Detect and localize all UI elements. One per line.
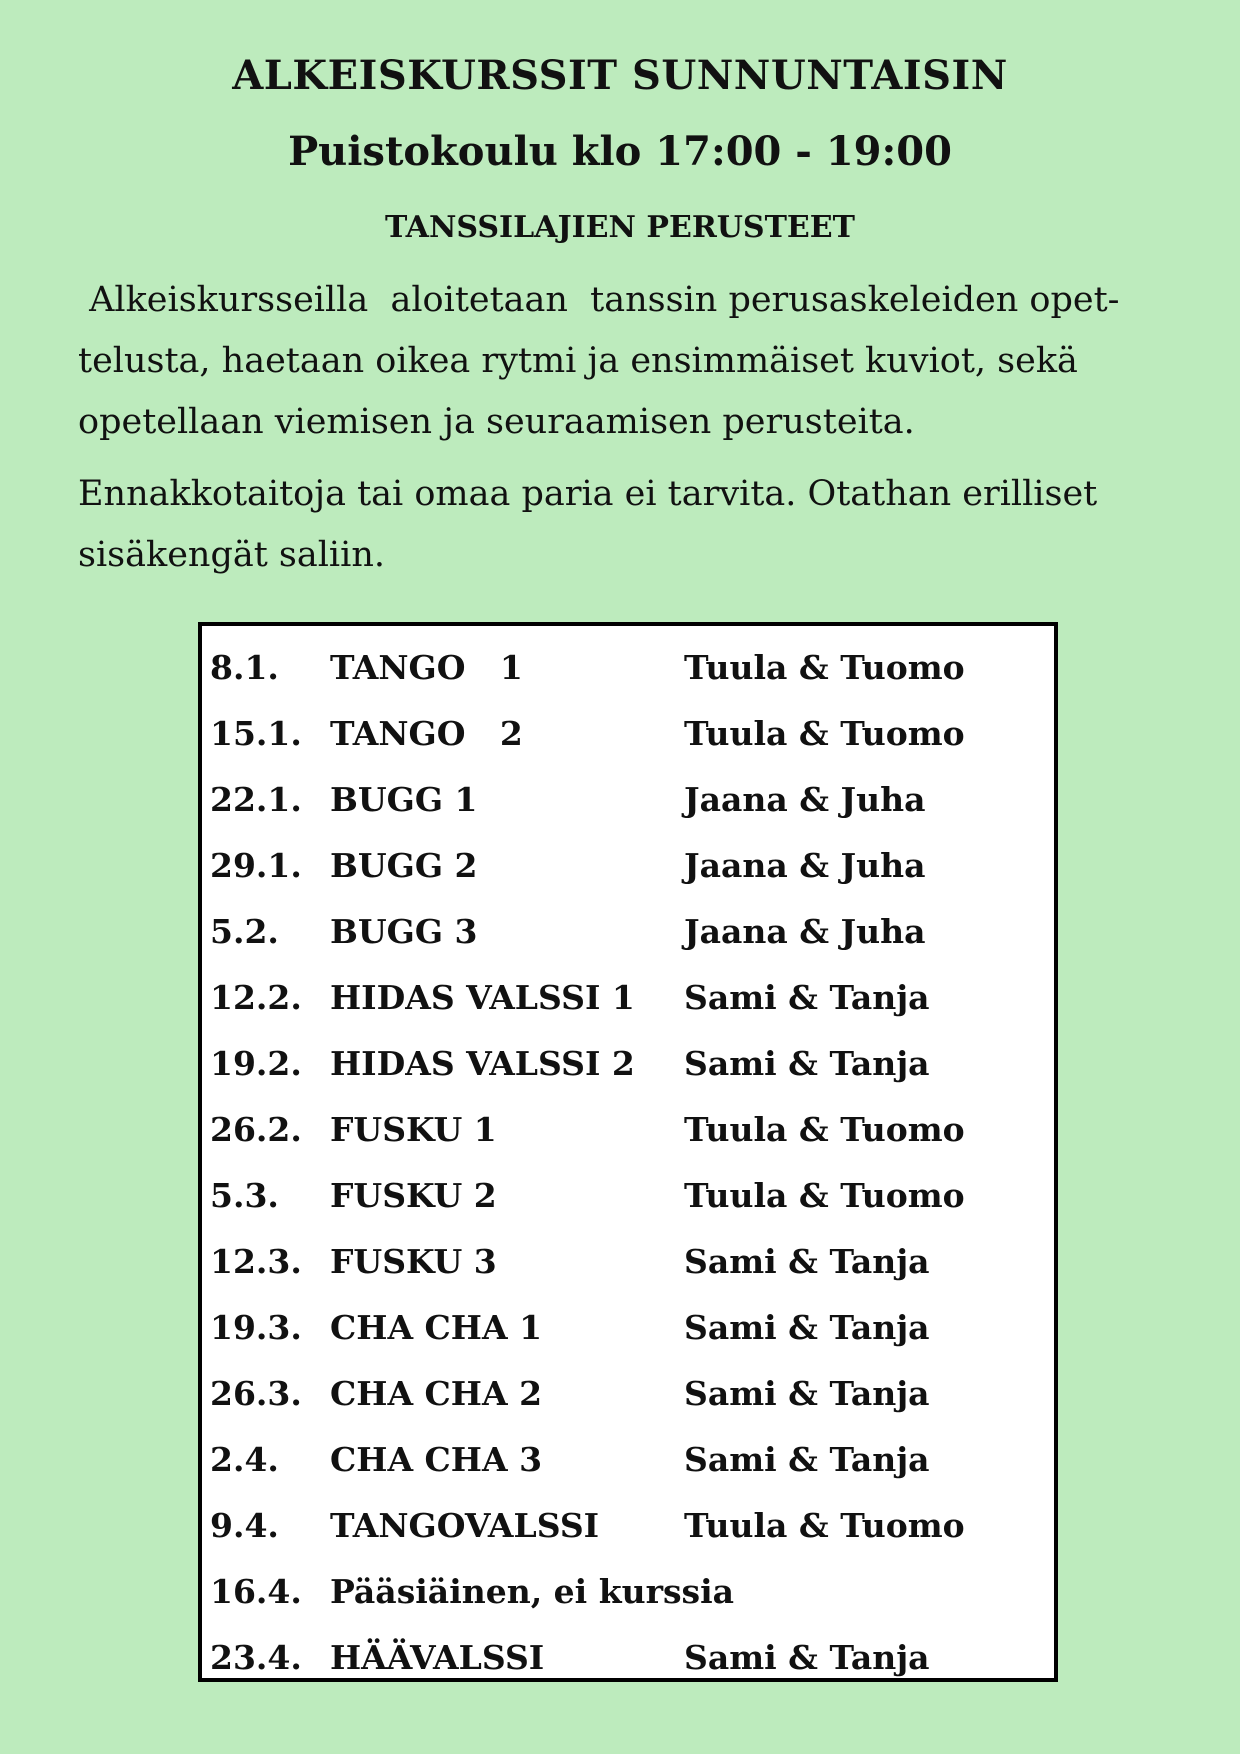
row-teachers: Sami & Tanja [684,978,930,1017]
intro-line: Ennakkotaitoja tai omaa paria ei tarvita. Otathan erilliset [78,474,1098,514]
row-course: HIDAS VALSSI 1 [330,978,635,1017]
row-date: 12.3. [210,1242,302,1281]
intro-paragraph [78,270,1168,453]
intro-line: Alkeiskursseilla aloitetaan tanssin perusaskeleiden opet- [78,280,1120,320]
table-row [202,770,1054,830]
table-row [202,1298,1054,1358]
intro-line: sisäkengät saliin. [78,535,385,575]
section-heading: TANSSILAJIEN PERUSTEET [385,210,855,245]
table-row [202,1628,1054,1688]
table-row [202,1562,1054,1622]
page-subtitle: Puistokoulu klo 17:00 - 19:00 [288,128,952,175]
row-teachers: Jaana & Juha [684,912,926,951]
row-course: CHA CHA 2 [330,1374,543,1413]
row-teachers: Tuula & Tuomo [684,714,965,753]
row-teachers: Jaana & Juha [684,846,926,885]
page-title: ALKEISKURSSIT SUNNUNTAISIN [232,52,1008,99]
row-date: 26.2. [210,1110,302,1149]
row-teachers: Sami & Tanja [684,1242,930,1281]
intro-line: opetellaan viemisen ja seuraamisen perusteita. [78,402,915,442]
row-teachers: Jaana & Juha [684,780,926,819]
row-teachers: Tuula & Tuomo [684,648,965,687]
table-row [202,836,1054,896]
row-date: 5.3. [210,1176,279,1215]
row-teachers: Sami & Tanja [684,1308,930,1347]
schedule-table [198,622,1058,1682]
row-teachers: Tuula & Tuomo [684,1506,965,1545]
row-teachers: Sami & Tanja [684,1044,930,1083]
row-course: Pääsiäinen, ei kurssia [330,1572,735,1611]
row-date: 23.4. [210,1638,302,1677]
row-teachers: Tuula & Tuomo [684,1176,965,1215]
table-row [202,1034,1054,1094]
row-date: 12.2. [210,978,302,1017]
row-date: 16.4. [210,1572,302,1611]
table-row [202,902,1054,962]
row-course: CHA CHA 3 [330,1440,543,1479]
row-teachers: Sami & Tanja [684,1440,930,1479]
row-course: HÄÄVALSSI [330,1638,545,1677]
info-paragraph [78,464,1168,586]
row-date: 9.4. [210,1506,279,1545]
row-course: FUSKU 2 [330,1176,497,1215]
row-date: 2.4. [210,1440,279,1479]
row-course: BUGG 2 [330,846,478,885]
row-date: 5.2. [210,912,279,951]
row-teachers: Sami & Tanja [684,1638,930,1677]
row-date: 22.1. [210,780,302,819]
row-course: CHA CHA 1 [330,1308,543,1347]
table-row [202,968,1054,1028]
row-date: 26.3. [210,1374,302,1413]
row-course: BUGG 3 [330,912,478,951]
table-row [202,1100,1054,1160]
table-row [202,1496,1054,1556]
table-row [202,638,1054,698]
row-course: FUSKU 3 [330,1242,497,1281]
row-course: TANGO 1 [330,648,523,687]
row-teachers: Sami & Tanja [684,1374,930,1413]
table-row [202,1166,1054,1226]
table-row [202,1430,1054,1490]
row-date: 15.1. [210,714,302,753]
row-date: 19.3. [210,1308,302,1347]
row-date: 8.1. [210,648,279,687]
row-teachers: Tuula & Tuomo [684,1110,965,1149]
table-row [202,1232,1054,1292]
row-course: TANGO 2 [330,714,523,753]
row-course: TANGOVALSSI [330,1506,600,1545]
table-row [202,1364,1054,1424]
table-row [202,704,1054,764]
intro-line: telusta, haetaan oikea rytmi ja ensimmäiset kuviot, sekä [78,341,1078,381]
row-course: FUSKU 1 [330,1110,497,1149]
row-course: HIDAS VALSSI 2 [330,1044,635,1083]
row-date: 19.2. [210,1044,302,1083]
row-course: BUGG 1 [330,780,478,819]
row-date: 29.1. [210,846,302,885]
